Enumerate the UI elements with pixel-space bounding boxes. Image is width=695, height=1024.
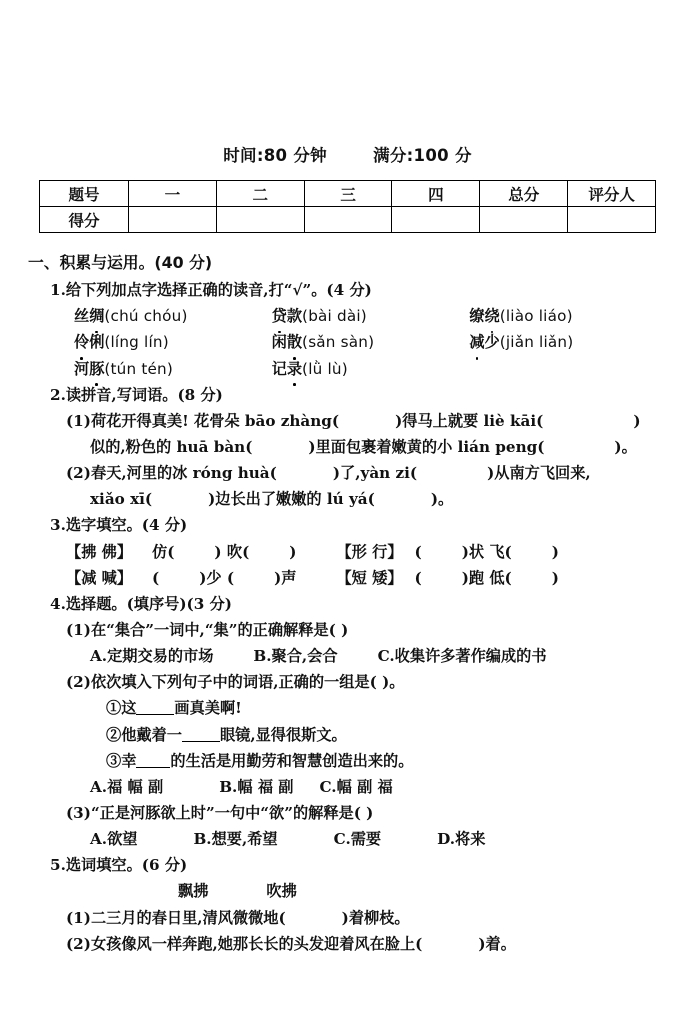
q5-line2-text-a: (2)女孩像风一样奔跑,她那长长的头发迎着风在脸上(	[66, 934, 423, 953]
question-4-sub-2-options	[90, 774, 667, 800]
q3-r2-bracket-2: 【短 矮】	[336, 568, 403, 587]
q2-line3-text-b: )了,yàn zi(	[332, 464, 418, 483]
question-5-word-bank	[178, 878, 667, 904]
q3-r1-text-1c: )	[289, 542, 297, 561]
question-4-sub-1-text[interactable]: (1)在“集合”一词中,“集”的正确解释是( )	[66, 620, 349, 639]
question-3-prompt: 3.选字填空。(4 分)	[50, 516, 188, 535]
q2-line2-text-c: )。	[614, 438, 637, 456]
score-table-col-1: 一	[129, 181, 217, 207]
q3-r1-text-2c: )	[551, 542, 559, 561]
pinyin-options-8[interactable]: (lǜ lù)	[302, 359, 348, 378]
pinyin-options-6[interactable]: (jiǎn liǎn)	[499, 333, 574, 352]
option-c[interactable]: C.需要	[333, 830, 382, 849]
pinyin-word-char-2-dotted: 绕	[485, 303, 500, 329]
exam-total-score-label: 满分:100 分	[373, 146, 472, 165]
question-2-line-2	[90, 434, 667, 460]
score-table-col-3: 三	[304, 181, 392, 207]
pinyin-word-char-1-dotted: 贷	[272, 303, 287, 329]
q2-line4-text-a: xiǎo xī(	[90, 490, 153, 509]
question-1-row-3	[74, 356, 667, 382]
score-cell-total[interactable]	[480, 207, 568, 233]
score-table-container	[39, 180, 656, 233]
q3-r2-text-2a: (	[414, 568, 422, 587]
question-5-prompt: 5.选词填空。(6 分)	[50, 856, 188, 875]
question-2-line-1	[66, 408, 667, 434]
pinyin-options-2[interactable]: (bài dài)	[302, 307, 367, 326]
pinyin-options-5[interactable]: (sǎn sàn)	[302, 333, 375, 352]
q2-line4-text-c: )。	[430, 490, 454, 509]
pinyin-word-char-1: 丝	[74, 307, 90, 326]
q5-line1-text-b: )着柳枝。	[341, 908, 410, 927]
question-4-sub-2-sentence-3	[106, 748, 667, 774]
score-cell-4[interactable]	[392, 207, 480, 233]
q3-r2-text-1a: (	[152, 568, 160, 587]
question-1-row-2	[74, 329, 667, 355]
question-5-line-2	[66, 931, 667, 957]
option-a[interactable]: A.福 幅 副	[90, 777, 164, 796]
pinyin-word-char-1: 河	[74, 359, 90, 378]
exam-meta-line	[0, 142, 695, 166]
question-4-sub-1-options	[90, 643, 667, 669]
question-5-line-1	[66, 905, 667, 931]
pinyin-item-2[interactable]	[272, 303, 470, 329]
option-b[interactable]: B.聚合,会合	[253, 647, 338, 666]
option-c[interactable]: C.收集许多著作编成的书	[377, 647, 547, 666]
score-cell-3[interactable]	[304, 207, 392, 233]
pinyin-options-1[interactable]: (chú chóu)	[104, 307, 188, 326]
pinyin-word-char-1-dotted: 减	[469, 329, 484, 355]
pinyin-word-char-1: 记	[271, 359, 287, 378]
answer-underline[interactable]	[182, 727, 220, 742]
question-4-sub-3-options	[90, 826, 667, 852]
question-2-line-4	[90, 486, 667, 512]
sentence-post: 画真美啊!	[174, 699, 242, 718]
sentence-pre: ②他戴着一	[106, 725, 182, 744]
q3-r2-text-2c: )	[551, 568, 559, 587]
score-cell-grader[interactable]	[568, 207, 656, 233]
question-4-prompt: 4.选择题。(填序号)(3 分)	[50, 594, 232, 613]
pinyin-item-1[interactable]	[74, 303, 272, 329]
score-table-col-total: 总分	[480, 181, 568, 207]
word-bank-item-2[interactable]: 吹拂	[266, 882, 297, 901]
pinyin-item-empty	[469, 356, 667, 382]
exam-body	[28, 249, 667, 957]
option-b[interactable]: B.想要,希望	[193, 830, 278, 849]
q3-r1-text-1b: ) 吹(	[214, 542, 250, 561]
pinyin-word-char-2-dotted: 散	[287, 329, 302, 355]
option-c[interactable]: C.幅 副 福	[319, 777, 393, 796]
q2-line2-text-a: 似的,粉色的 huā bàn(	[90, 438, 253, 456]
sentence-pre: ①这	[106, 699, 137, 718]
q3-r1-text-1a: 仿(	[152, 542, 175, 561]
question-3-row-1	[66, 539, 667, 565]
q3-r2-text-1c: )声	[274, 568, 297, 587]
pinyin-options-3[interactable]: (liào liáo)	[499, 307, 573, 326]
pinyin-options-7[interactable]: (tún tén)	[104, 359, 174, 378]
score-cell-1[interactable]	[129, 207, 217, 233]
word-bank-item-1[interactable]: 飘拂	[178, 882, 209, 901]
table-row-scores	[40, 207, 656, 233]
sentence-post: 的生活是用勤劳和智慧创造出来的。	[170, 751, 414, 770]
q2-line3-text-c: )从南方飞回来,	[487, 464, 591, 483]
pinyin-item-5[interactable]	[272, 329, 470, 355]
q5-line2-text-b: )着。	[478, 934, 516, 953]
sentence-post: 眼镜,显得很斯文。	[219, 725, 347, 744]
q3-r1-bracket-2: 【形 行】	[336, 542, 403, 561]
question-2-prompt: 2.读拼音,写词语。(8 分)	[50, 385, 223, 404]
q2-line2-text-b: )里面包裹着嫩黄的小 lián peng(	[308, 438, 545, 456]
option-d[interactable]: D.将来	[437, 830, 486, 849]
pinyin-word-char-1-dotted: 伶	[74, 329, 89, 355]
q3-r2-bracket-1: 【减 喊】	[66, 568, 133, 587]
pinyin-item-4[interactable]	[74, 329, 272, 355]
score-table	[39, 180, 656, 233]
pinyin-item-6[interactable]	[469, 329, 667, 355]
score-table-col-4: 四	[392, 181, 480, 207]
q3-r1-text-2a: (	[414, 542, 422, 561]
q2-line1-text-c: )	[633, 411, 641, 430]
score-table-col-2: 二	[216, 181, 304, 207]
answer-underline[interactable]	[136, 753, 170, 768]
option-a[interactable]: A.欲望	[90, 830, 138, 849]
question-4-sub-3-text[interactable]: (3)“正是河豚欲上时”一句中“欲”的解释是( )	[66, 803, 374, 822]
question-2-line-3	[66, 460, 667, 486]
q2-line4-text-b: )边长出了嫩嫩的 lú yá(	[208, 490, 375, 509]
answer-underline[interactable]	[136, 700, 174, 715]
option-b[interactable]: B.幅 福 副	[219, 777, 294, 796]
sentence-pre: ③幸	[106, 751, 137, 770]
pinyin-word-char-2-dotted: 录	[287, 356, 302, 382]
pinyin-options-4[interactable]: (líng lín)	[104, 333, 169, 352]
q2-line1-text-a: (1)荷花开得真美! 花骨朵 bāo zhàng(	[66, 411, 340, 430]
score-table-row-label-1: 得分	[40, 207, 129, 233]
pinyin-word-char-2: 款	[286, 307, 303, 326]
table-row-header	[40, 181, 656, 207]
question-1-row-1	[74, 303, 667, 329]
pinyin-word-char-2-dotted: 豚	[89, 356, 104, 382]
question-4-sub-2-sentence-2	[106, 722, 667, 748]
q5-line1-text-a: (1)二三月的春日里,清风微微地(	[66, 908, 286, 927]
q3-r2-text-1b: )少 (	[199, 568, 235, 587]
section-1-title: 一、积累与运用。(40 分)	[28, 253, 213, 272]
pinyin-item-7[interactable]	[74, 356, 272, 382]
question-3-row-2	[66, 565, 667, 591]
option-a[interactable]: A.定期交易的市场	[90, 647, 214, 666]
pinyin-word-char-2: 少	[484, 333, 500, 352]
q3-r1-bracket-1: 【拂 佛】	[66, 542, 133, 561]
pinyin-word-char-1: 缭	[469, 307, 485, 326]
question-4-sub-2-text[interactable]: (2)依次填入下列句子中的词语,正确的一组是( )。	[66, 673, 405, 692]
question-4-sub-2-sentence-1	[106, 695, 667, 721]
q2-line3-text-a: (2)春天,河里的冰 róng huà(	[66, 464, 277, 483]
score-cell-2[interactable]	[216, 207, 304, 233]
pinyin-word-char-2: 俐	[89, 333, 105, 352]
score-table-col-grader: 评分人	[568, 181, 656, 207]
pinyin-item-8[interactable]	[272, 356, 470, 382]
exam-time-label: 时间:80 分钟	[223, 146, 327, 165]
pinyin-word-char-2-dotted: 绸	[89, 303, 104, 329]
q3-r2-text-2b: )跑 低(	[461, 568, 512, 587]
score-table-row-label-0: 题号	[40, 181, 129, 207]
q3-r1-text-2b: )状 飞(	[461, 542, 512, 561]
question-1-prompt: 1.给下列加点字选择正确的读音,打“√”。(4 分)	[50, 281, 372, 300]
pinyin-item-3[interactable]	[469, 303, 667, 329]
pinyin-word-char-1: 闲	[271, 333, 287, 352]
q2-line1-text-b: )得马上就要 liè kāi(	[395, 411, 544, 430]
